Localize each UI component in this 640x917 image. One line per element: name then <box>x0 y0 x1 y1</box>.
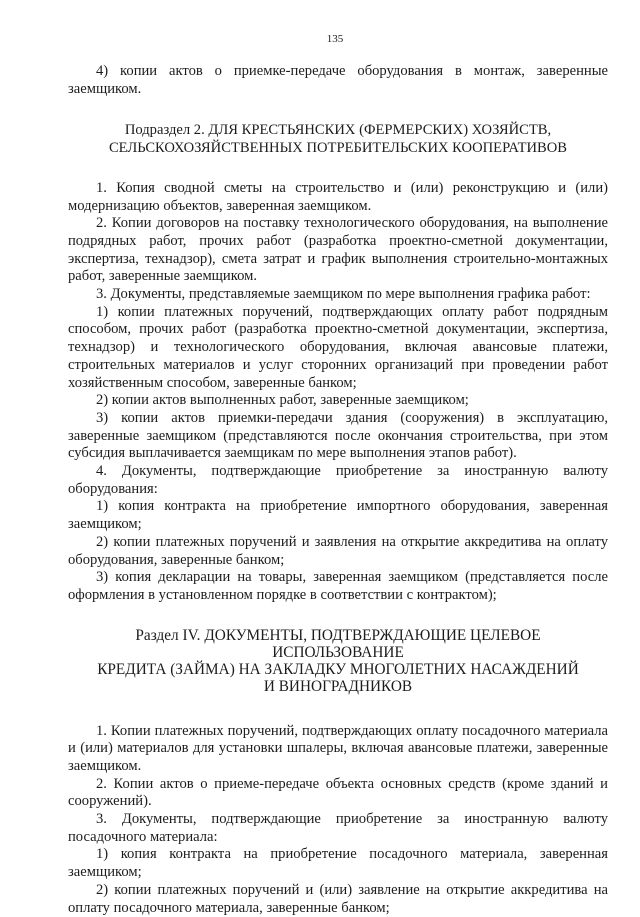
paragraph: 1) копия контракта на приобретение импортного оборудования, заверенная заемщиком; <box>68 498 608 533</box>
subsection-heading-line-2: СЕЛЬСКОХОЗЯЙСТВЕННЫХ ПОТРЕБИТЕЛЬСКИХ КООПЕРАТИВОВ <box>68 140 608 158</box>
paragraph: 2. Копии актов о приеме-передаче объекта основных средств (кроме зданий и сооружений). <box>68 776 608 811</box>
paragraph: 3) копии актов приемки-передачи здания (сооружения) в эксплуатацию, заверенные заемщиком (представляются после окончания строительства, при этом субсидия выплачивается заемщикам по мере выполнения этапов работ). <box>68 410 608 463</box>
paragraph: 2. Копии договоров на поставку технологического оборудования, на выполнение подрядных работ, прочих работ (разработка проектно-сметной документации, экспертиза, технадзор), смета затрат и график выполнения строительно-монтажных работ, заверенные заемщиком. <box>68 215 608 286</box>
paragraph: 1) копии платежных поручений, подтверждающих оплату работ подрядным способом, прочих работ (разработка проектно-сметной документации, экспертиза, технадзор) и технологического оборудования, включая авансовые платежи, строительных материалов и услуг сторонних организаций при проведении работ хозяйственным способом, заверенные банком; <box>68 304 608 393</box>
paragraph: 1. Копии платежных поручений, подтверждающих оплату посадочного материала и (или) материалов для установки шпалеры, включая авансовые платежи, заверенные заемщиком. <box>68 723 608 776</box>
subsection-body <box>68 180 608 605</box>
section-heading-line-2: КРЕДИТА (ЗАЙМА) НА ЗАКЛАДКУ МНОГОЛЕТНИХ НАСАЖДЕНИЙ <box>68 661 608 678</box>
intro-list-item: 4) копии актов о приемке-передаче оборудования в монтаж, заверенные заемщиком. <box>68 63 608 98</box>
paragraph: 1. Копия сводной сметы на строительство и (или) реконструкцию и (или) модернизацию объектов, заверенная заемщиком. <box>68 180 608 215</box>
page-number: 135 <box>62 33 608 46</box>
paragraph: 3. Документы, подтверждающие приобретение за иностранную валюту посадочного материала: <box>68 811 608 846</box>
section-heading-line-1: Раздел IV. ДОКУМЕНТЫ, ПОДТВЕРЖДАЮЩИЕ ЦЕЛЕВОЕ ИСПОЛЬЗОВАНИЕ <box>68 627 608 661</box>
subsection-heading <box>68 122 608 157</box>
subsection-heading-line-1: Подраздел 2. ДЛЯ КРЕСТЬЯНСКИХ (ФЕРМЕРСКИХ) ХОЗЯЙСТВ, <box>68 122 608 140</box>
paragraph: 4. Документы, подтверждающие приобретение за иностранную валюту оборудования: <box>68 463 608 498</box>
paragraph: 2) копии платежных поручений и (или) заявление на открытие аккредитива на оплату посадочного материала, заверенные банком; <box>68 882 608 917</box>
paragraph: 1) копия контракта на приобретение посадочного материала, заверенная заемщиком; <box>68 846 608 881</box>
paragraph: 3) копия декларации на товары, заверенная заемщиком (представляется после оформления в установленном порядке в соответствии с контрактом); <box>68 569 608 604</box>
paragraph: 2) копии платежных поручений и заявления на открытие аккредитива на оплату оборудования, заверенные банком; <box>68 534 608 569</box>
section-heading <box>68 627 608 696</box>
paragraph: 2) копии актов выполненных работ, заверенные заемщиком; <box>68 392 608 410</box>
section-heading-line-3: И ВИНОГРАДНИКОВ <box>68 678 608 695</box>
paragraph: 3. Документы, представляемые заемщиком по мере выполнения графика работ: <box>68 286 608 304</box>
section-body <box>68 723 608 917</box>
